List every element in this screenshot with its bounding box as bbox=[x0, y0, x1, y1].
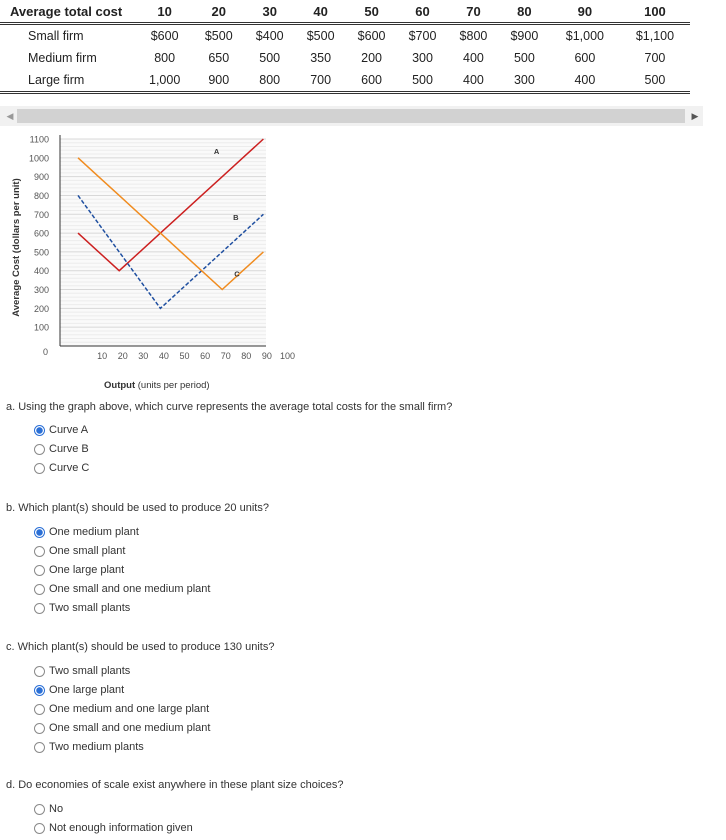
table-cell: 900 bbox=[208, 73, 230, 87]
radio-option[interactable] bbox=[34, 564, 124, 576]
table-cell: $1,100 bbox=[635, 29, 675, 43]
cost-table bbox=[0, 0, 690, 94]
table-cell: 800 bbox=[259, 73, 281, 87]
table-cell: 1,000 bbox=[149, 73, 181, 87]
curve-label-b: B bbox=[233, 213, 239, 223]
radio-option[interactable] bbox=[34, 822, 193, 834]
x-tick-label: 100 bbox=[279, 351, 296, 361]
question-a-text: a. Using the graph above, which curve represents the average total costs for the small firm? bbox=[6, 401, 453, 413]
x-tick-label: 90 bbox=[261, 351, 272, 361]
y-tick-label: 200 bbox=[33, 303, 49, 314]
column-header: 90 bbox=[577, 3, 593, 19]
column-header: 40 bbox=[313, 3, 328, 19]
radio-option-label: Two medium plants bbox=[49, 741, 144, 753]
radio-option-label: One small and one medium plant bbox=[49, 583, 211, 595]
radio-unchecked-icon[interactable] bbox=[34, 603, 45, 614]
table-cell: 300 bbox=[412, 51, 433, 65]
table-cell: 800 bbox=[154, 51, 176, 65]
radio-unchecked-icon[interactable] bbox=[34, 565, 45, 576]
row-label: Medium firm bbox=[28, 51, 97, 65]
radio-option-label: One medium and one large plant bbox=[49, 703, 210, 715]
column-header: 80 bbox=[517, 3, 532, 19]
x-tick-label: 50 bbox=[179, 351, 190, 361]
table-cell: $600 bbox=[150, 29, 179, 43]
radio-option[interactable] bbox=[34, 443, 89, 455]
y-tick-label: 1100 bbox=[29, 134, 49, 145]
y-tick-label: 900 bbox=[33, 172, 49, 183]
column-header: 70 bbox=[466, 3, 481, 19]
radio-option-label: One large plant bbox=[49, 684, 125, 696]
table-row bbox=[0, 69, 690, 93]
radio-option-label: Curve A bbox=[49, 424, 89, 436]
y-tick-label: 1000 bbox=[28, 153, 49, 164]
column-header: 60 bbox=[415, 3, 430, 19]
average-cost-chart bbox=[0, 130, 300, 392]
table-cell: 350 bbox=[310, 51, 332, 65]
horizontal-scrollbar[interactable] bbox=[0, 106, 703, 126]
x-tick-label: 70 bbox=[220, 351, 231, 361]
radio-unchecked-icon[interactable] bbox=[34, 804, 45, 815]
y-tick-label: 600 bbox=[33, 228, 49, 239]
radio-unchecked-icon[interactable] bbox=[34, 463, 45, 474]
x-tick-label: 30 bbox=[138, 351, 149, 361]
y-tick-label: 400 bbox=[33, 266, 49, 277]
radio-option[interactable] bbox=[34, 545, 125, 557]
table-header-label: Average total cost bbox=[10, 3, 123, 19]
x-tick-label: 60 bbox=[200, 351, 211, 361]
table-cell: 400 bbox=[463, 73, 484, 87]
y-tick-label: 700 bbox=[33, 209, 49, 220]
radio-unchecked-icon[interactable] bbox=[34, 823, 45, 834]
question-b-text: b. Which plant(s) should be used to produce 20 units? bbox=[6, 502, 269, 514]
table-cell: $600 bbox=[357, 29, 386, 43]
y-tick-label: 500 bbox=[33, 247, 49, 258]
y-axis-title: Average Cost (dollars per unit) bbox=[11, 178, 22, 317]
table-cell: 500 bbox=[644, 73, 666, 87]
radio-option[interactable] bbox=[34, 741, 144, 753]
x-tick-label: 80 bbox=[241, 351, 252, 361]
table-row bbox=[0, 47, 690, 69]
table-cell: 500 bbox=[412, 73, 433, 87]
column-header: 10 bbox=[157, 3, 172, 19]
column-header: 20 bbox=[211, 3, 226, 19]
y-tick-label: 100 bbox=[33, 322, 49, 333]
radio-option-label: Not enough information given bbox=[49, 822, 193, 834]
radio-option[interactable] bbox=[34, 803, 63, 815]
table-cell: $400 bbox=[255, 29, 284, 43]
radio-unchecked-icon[interactable] bbox=[34, 584, 45, 595]
radio-unchecked-icon[interactable] bbox=[34, 723, 45, 734]
table-cell: 200 bbox=[361, 51, 382, 65]
radio-option-label: Curve B bbox=[49, 443, 89, 455]
y-tick-label: 300 bbox=[33, 285, 49, 296]
table-cell: 700 bbox=[644, 51, 666, 65]
radio-option-label: Two small plants bbox=[49, 665, 131, 677]
radio-option[interactable] bbox=[34, 583, 210, 595]
radio-option-label: One small and one medium plant bbox=[49, 722, 211, 734]
radio-option-label: One large plant bbox=[49, 564, 125, 576]
question-c-text: c. Which plant(s) should be used to produce 130 units? bbox=[6, 641, 275, 653]
column-header: 100 bbox=[644, 3, 666, 19]
y-tick-label: 0 bbox=[42, 347, 48, 357]
radio-unchecked-icon[interactable] bbox=[34, 546, 45, 557]
table-cell: 700 bbox=[310, 73, 332, 87]
x-axis-title: Output (units per period) bbox=[104, 380, 210, 391]
table-cell: 400 bbox=[574, 73, 596, 87]
table-cell: 650 bbox=[208, 51, 230, 65]
table-cell: 500 bbox=[513, 51, 535, 65]
column-header: 50 bbox=[364, 3, 379, 19]
chevron-right-icon[interactable]: ▶ bbox=[691, 111, 699, 121]
row-label: Large firm bbox=[28, 73, 85, 87]
table-cell: 600 bbox=[574, 51, 596, 65]
radio-unchecked-icon[interactable] bbox=[34, 704, 45, 715]
table-row bbox=[0, 24, 690, 48]
radio-unchecked-icon[interactable] bbox=[34, 666, 45, 677]
radio-option[interactable] bbox=[34, 665, 130, 677]
radio-option[interactable] bbox=[34, 722, 210, 734]
table-cell: $900 bbox=[510, 29, 539, 43]
radio-unchecked-icon[interactable] bbox=[34, 742, 45, 753]
radio-unchecked-icon[interactable] bbox=[34, 444, 45, 455]
x-tick-label: 20 bbox=[117, 351, 128, 361]
radio-option-label: No bbox=[49, 803, 64, 815]
table-cell: 500 bbox=[259, 51, 281, 65]
radio-option-label: Curve C bbox=[49, 462, 90, 474]
y-tick-label: 800 bbox=[33, 190, 49, 201]
table-cell: 600 bbox=[361, 73, 382, 87]
radio-option-label: One small plant bbox=[49, 545, 126, 557]
table-cell: $500 bbox=[306, 29, 335, 43]
table-cell: 400 bbox=[463, 51, 484, 65]
table-cell: $1,000 bbox=[565, 29, 604, 43]
radio-option[interactable] bbox=[34, 684, 124, 696]
radio-option[interactable] bbox=[34, 526, 139, 538]
x-tick-label: 40 bbox=[158, 351, 169, 361]
table-cell: 300 bbox=[513, 73, 535, 87]
radio-checked-icon[interactable] bbox=[34, 685, 45, 696]
radio-option[interactable] bbox=[34, 703, 209, 715]
radio-option[interactable] bbox=[34, 462, 89, 474]
curve-label-c: C bbox=[234, 269, 240, 279]
radio-option-label: One medium plant bbox=[49, 526, 139, 538]
radio-option-label: Two small plants bbox=[49, 602, 131, 614]
scrollbar-thumb[interactable] bbox=[17, 109, 685, 123]
chevron-left-icon[interactable]: ◀ bbox=[6, 111, 14, 121]
table-cell: $500 bbox=[204, 29, 233, 43]
table-cell: $700 bbox=[408, 29, 437, 43]
radio-option[interactable] bbox=[34, 424, 88, 436]
radio-checked-icon[interactable] bbox=[34, 527, 45, 538]
row-label: Small firm bbox=[28, 29, 84, 43]
x-tick-label: 10 bbox=[97, 351, 108, 361]
table-header-row bbox=[0, 0, 690, 24]
question-d-text: d. Do economies of scale exist anywhere in these plant size choices? bbox=[6, 779, 344, 791]
radio-checked-icon[interactable] bbox=[34, 425, 45, 436]
column-header: 30 bbox=[262, 3, 277, 19]
radio-option[interactable] bbox=[34, 602, 130, 614]
curve-label-a: A bbox=[213, 147, 220, 157]
table-cell: $800 bbox=[459, 29, 488, 43]
